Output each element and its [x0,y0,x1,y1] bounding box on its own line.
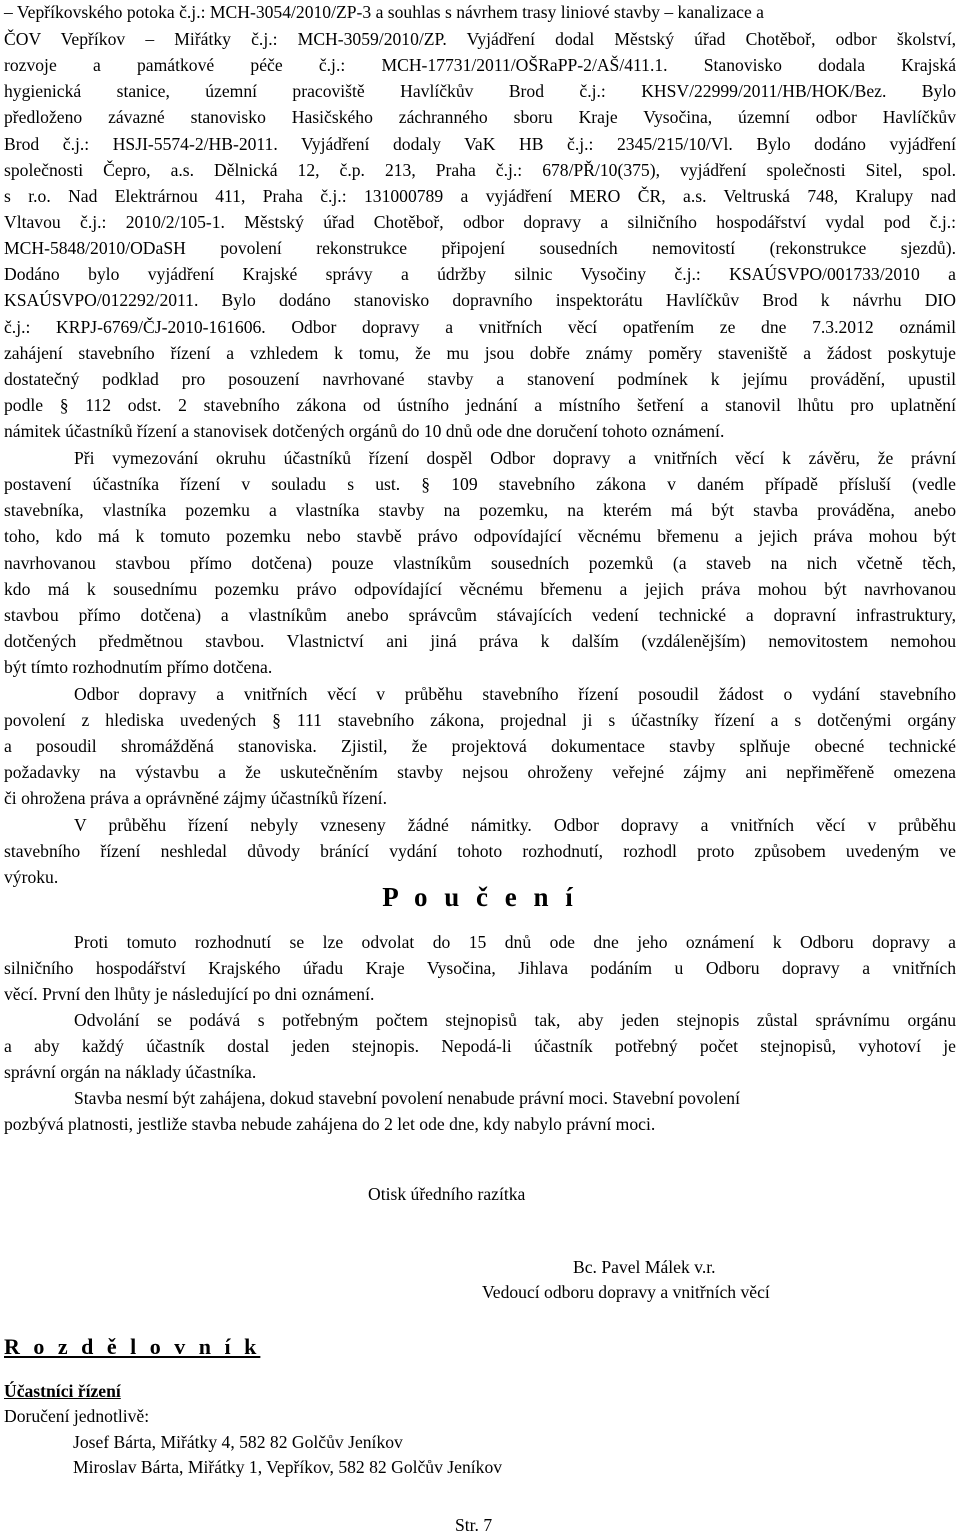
text-line: věcí. První den lhůty je následující po dni oznámení. [4,984,375,1004]
text-line: Stavba nesmí být zahájena, dokud stavební povolení nenabude právní moci. Stavební povolení [74,1088,740,1108]
text-line: Proti tomuto rozhodnutí se lze odvolat do 15 dnů ode dne jeho oznámení k Odboru dopravy a [74,932,956,952]
recipient-item: Miroslav Bárta, Miřátky 1, Vepříkov, 582 82 Golčův Jeníkov [73,1457,503,1477]
text-line: stavebního řízení neshledal důvody bránící vydání tohoto rozhodnutí, rozhodl proto způsobem uvedeným ve [4,841,956,861]
text-line: dotčených předmětnou stavbou. Vlastnictví ani jiná práva k dalším (vzdálenějším) nemovitostem nemohou [4,631,956,651]
text-line: Odvolání se podává s potřebným počtem stejnopisů tak, aby jeden stejnopis zůstal správnímu orgánu [74,1010,956,1030]
text-line: povolení z hlediska uvedených § 111 stavebního zákona, projednal ji s účastníky řízení a s dotčenými orgány [4,710,956,730]
text-line: Vltavou č.j.: 2010/2/105-1. Městský úřad Chotěboř, odbor dopravy a silničního hospodářství vydal pod č.j.: [4,212,956,232]
text-line: požadavky na výstavbu a že uskutečněním stavby nejsou ohroženy veřejné zájmy ani nepřiměřeně omezena [4,762,956,782]
text-line: zahájení stavebního řízení a vzhledem k tomu, že mu jsou dobře známy poměry staveniště a žádost poskytuje [4,343,956,363]
text-line: s r.o. Nad Elektrárnou 411, Praha č.j.: 131000789 a vyjádření MERO ČR, a.s. Veltruská 748, Kralupy nad [4,186,956,206]
pouceni-heading: P o u č e n í [382,882,578,912]
text-line: a posoudil shromážděná stanoviska. Zjistil, že projektová dokumentace stavby splňuje obecné technické [4,736,956,756]
signatory-name: Bc. Pavel Málek v.r. [573,1257,716,1277]
text-line: ČOV Vepříkov – Miřátky č.j.: MCH-3059/2010/ZP. Vyjádření dodal Městský úřad Chotěboř, odbor školství, [4,29,956,49]
text-line: postavení účastníka řízení v souladu s ust. § 109 stavebního zákona v daném případě přísluší (vedle [4,474,956,494]
text-line: společnosti Čepro, a.s. Dělnická 12, č.p. 213, Praha č.j.: 678/PŘ/10(375), vyjádření společnosti Sitel, spol. [4,160,956,180]
text-line: a aby každý účastník dostal jeden stejnopis. Nepodá-li účastník potřebný počet stejnopisů, vyhotoví je [4,1036,956,1056]
text-line: pozbývá platnosti, jestliže stavba nebude zahájena do 2 let ode dne, kdy nabylo právní moci. [4,1114,656,1134]
text-line: či ohrožena práva a oprávněné zájmy účastníků řízení. [4,788,387,808]
distribution-heading: R o z d ě l o v n í k [4,1334,261,1359]
text-line: Odbor dopravy a vnitřních věcí v průběhu stavebního řízení posoudil žádost o vydání stavebního [74,684,956,704]
text-line: stavbou přímo dotčena) a vlastníkům anebo správcům stávajících vedení technické a dopravní infrastruktury, [4,605,956,625]
text-line: správní orgán na náklady účastníka. [4,1062,257,1082]
text-line: kdo má k sousednímu pozemku právo odpovídající věcnému břemenu a jejich práva mohou být navrhovanou [4,579,956,599]
text-line: být tímto rozhodnutím přímo dotčena. [4,657,273,677]
text-line: výroku. [4,867,59,887]
text-line: předloženo závazné stanovisko Hasičského záchranného sboru Kraje Vysočina, územní odbor Havlíčkův [4,107,956,127]
stamp-placeholder: Otisk úředního razítka [368,1184,526,1204]
text-line: hygienická stanice, územní pracoviště Havlíčkův Brod č.j.: KHSV/22999/2011/HB/HOK/Bez. Bylo [4,81,956,101]
participants-heading: Účastníci řízení [4,1381,121,1401]
text-line: rozvoje a památkové péče č.j.: MCH-17731/2011/OŠRaPP-2/AŠ/411.1. Stanovisko dodala Krajská [4,55,956,75]
recipient-item: Josef Bárta, Miřátky 4, 582 82 Golčův Jeníkov [73,1432,403,1452]
text-line: silničního hospodářství Krajského úřadu Kraje Vysočina, Jihlava podáním u Odboru dopravy a vnitřních [4,958,956,978]
text-line: toho, kdo má k tomuto pozemku nebo stavbě právo odpovídající věcnému břemenu a jejich práva mohou být [4,526,956,546]
text-line: č.j.: KRPJ-6769/ČJ-2010-161606. Odbor dopravy a vnitřních věcí opatřením ze dne 7.3.2012 oznámil [4,317,956,337]
signatory-role: Vedoucí odboru dopravy a vnitřních věcí [482,1282,770,1302]
text-line: Při vymezování okruhu účastníků řízení dospěl Odbor dopravy a vnitřních věcí k závěru, že právní [74,448,956,468]
text-line: MCH-5848/2010/ODaSH povolení rekonstrukce připojení sousedních nemovitostí (rekonstrukce sjezdů). [4,238,956,258]
text-line: stavebníka, vlastníka pozemku a vlastníka stavby na pozemku, na kterém má být stavba prováděna, anebo [4,500,956,520]
page-number: Str. 7 [455,1515,493,1535]
text-line: dostatečný podklad pro posouzení navrhované stavby a stanovení podmínek k jejímu provádění, upustil [4,369,956,389]
text-line: Brod č.j.: HSJI-5574-2/HB-2011. Vyjádření dodaly VaK HB č.j.: 2345/215/10/Vl. Bylo dodáno vyjádření [4,134,956,154]
text-line: KSAÚSVPO/012292/2011. Bylo dodáno stanovisko dopravního inspektorátu Havlíčkův Brod k návrhu DIO [4,290,956,310]
text-line: Dodáno bylo vyjádření Krajské správy a údržby silnic Vysočiny č.j.: KSAÚSVPO/001733/2010 a [4,264,956,284]
text-line: podle § 112 odst. 2 stavebního zákona od ústního jednání a místního šetření a stanovil lhůtu pro uplatnění [4,395,956,415]
delivery-label: Doručení jednotlivě: [4,1406,150,1426]
text-line: navrhovanou stavbou přímo dotčena) pouze vlastníkům sousedních pozemků (a staveb na nich včetně těch, [4,553,956,573]
text-line: – Vepříkovského potoka č.j.: MCH-3054/2010/ZP-3 a souhlas s návrhem trasy liniové stavby – kanalizace a [4,2,764,22]
text-line: V průběhu řízení nebyly vzneseny žádné námitky. Odbor dopravy a vnitřních věcí v průběhu [74,815,956,835]
text-line: námitek účastníků řízení a stanovisek dotčených orgánů do 10 dnů ode dne doručení tohoto oznámení. [4,421,725,441]
